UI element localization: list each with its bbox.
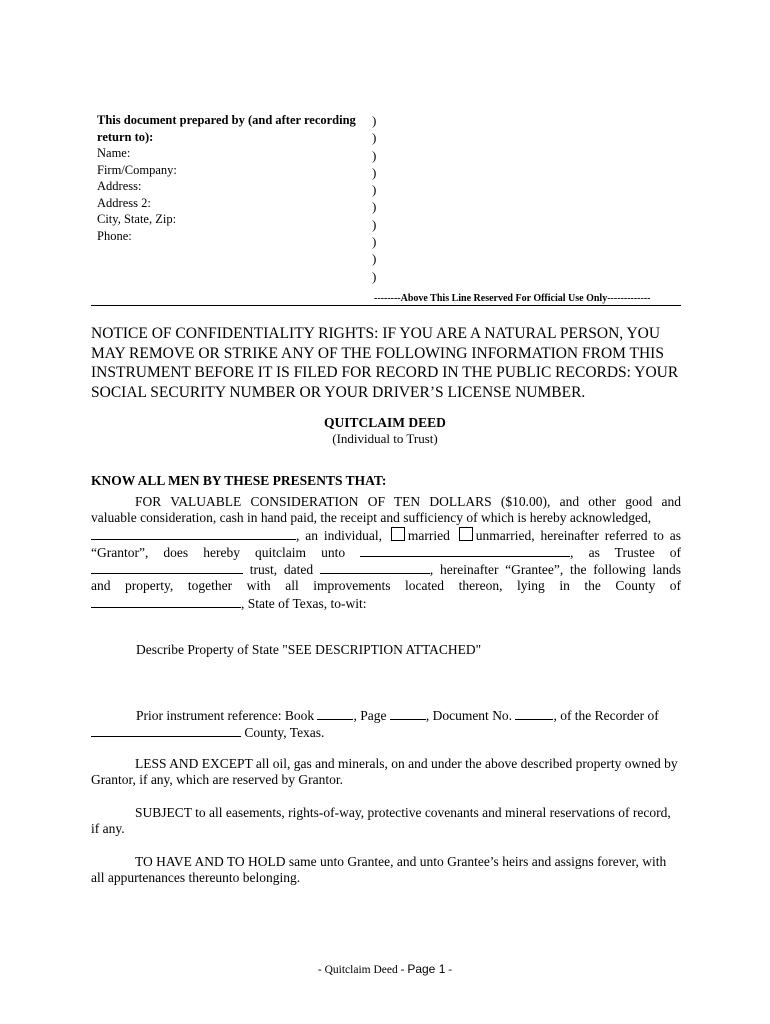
trustee-of-text: , as Trustee of <box>570 544 682 560</box>
document-title: QUITCLAIM DEED <box>324 415 446 430</box>
trust-name-blank[interactable] <box>91 561 243 574</box>
recorder-of-label: , of the Recorder of <box>553 708 659 723</box>
paren: ) <box>372 147 377 163</box>
document-no-blank[interactable] <box>515 707 553 720</box>
consideration-line-3 <box>91 527 681 544</box>
page-blank[interactable] <box>390 707 426 720</box>
consideration-line-2: valuable consideration, cash in hand paid, the receipt and sufficiency of which is hereby acknowledged, <box>91 510 652 526</box>
footer-dash: - <box>448 964 453 976</box>
paren: ) <box>372 268 377 284</box>
married-checkbox[interactable] <box>391 527 405 541</box>
bracket-column <box>372 112 376 285</box>
confidentiality-notice: NOTICE OF CONFIDENTIALITY RIGHTS: IF YOU ARE A NATURAL PERSON, YOU MAY REMOVE OR STRIKE ANY OF THE FOLLOWING INFORMATION FROM THIS INSTRUMENT BEFORE IT IS FILED FOR RECORD IN THE PUBLIC RECORDS: YOUR SOCIAL SECURITY NUMBER OR YOUR DRIVER’S LICENSE NUMBER. <box>91 325 679 401</box>
prior-instrument-line-1 <box>91 707 681 724</box>
prior-instrument-line-2 <box>91 724 681 741</box>
paren: ) <box>372 130 377 146</box>
prepared-by-heading-2: return to): <box>97 129 154 144</box>
document-subtitle: (Individual to Trust) <box>332 431 438 446</box>
paren: ) <box>372 199 377 215</box>
recorder-county-blank[interactable] <box>91 724 241 737</box>
name-field-label: Name: <box>97 146 131 160</box>
reserved-for-official-use: --------Above This Line Reserved For Official Use Only------------- <box>374 293 651 304</box>
address2-field-label: Address 2: <box>97 195 151 210</box>
paren: ) <box>372 164 377 180</box>
consideration-line-7 <box>91 595 681 612</box>
firm-field-label: Firm/Company: <box>97 162 177 177</box>
document-no-label: , Document No. <box>425 708 513 723</box>
county-blank[interactable] <box>91 595 241 608</box>
grantor-quitclaim-text: “Grantor”, does hereby quitclaim unto <box>91 544 346 560</box>
trust-date-blank[interactable] <box>320 561 430 574</box>
trust-dated-text: trust, dated <box>249 562 314 578</box>
know-all-heading: KNOW ALL MEN BY THESE PRESENTS THAT: <box>91 473 387 488</box>
consideration-line-6: and property, together with all improvements located thereon, lying in the County of <box>91 578 681 594</box>
footer-doc-name: - Quitclaim Deed - <box>317 964 405 976</box>
consideration-paragraph <box>91 494 681 612</box>
unmarried-label: unmarried, hereinafter referred to as <box>475 527 681 543</box>
book-blank[interactable] <box>317 707 353 720</box>
address-field-label: Address: <box>97 179 142 193</box>
page-footer <box>0 962 770 976</box>
prepared-by-block <box>97 112 356 244</box>
grantee-text: , hereinafter “Grantee”, the following lands <box>429 562 681 578</box>
property-description: Describe Property of State "SEE DESCRIPTION ATTACHED" <box>136 642 482 657</box>
paren: ) <box>372 216 377 232</box>
state-of-texas-text: , State of Texas, to-wit: <box>241 595 367 611</box>
prior-instrument-paragraph <box>91 707 681 742</box>
paren: ) <box>372 234 377 250</box>
phone-field-label: Phone: <box>97 228 132 243</box>
consideration-line-4 <box>91 544 681 561</box>
paren: ) <box>372 182 377 198</box>
unmarried-checkbox[interactable] <box>459 527 473 541</box>
prepared-by-heading-1: This document prepared by (and after recording <box>97 113 356 127</box>
trustee-name-blank[interactable] <box>360 544 570 557</box>
book-label: Prior instrument reference: Book <box>136 708 315 723</box>
county-texas-label: County, Texas. <box>244 725 325 741</box>
married-label: married <box>407 527 450 543</box>
consideration-line-5 <box>91 561 681 578</box>
page-label: , Page <box>353 708 387 723</box>
subject-to-paragraph: SUBJECT to all easements, rights-of-way, protective covenants and mineral reservations of record, if any. <box>91 805 671 837</box>
footer-page-number: Page 1 <box>407 962 446 976</box>
paren: ) <box>372 251 377 267</box>
grantor-name-blank[interactable] <box>91 527 296 540</box>
consideration-line-1: FOR VALUABLE CONSIDERATION OF TEN DOLLARS ($10.00), and other good and <box>135 494 681 509</box>
city-state-zip-field-label: City, State, Zip: <box>97 212 177 226</box>
paren: ) <box>372 113 377 128</box>
reserved-divider <box>91 305 681 306</box>
individual-label: , an individual, <box>296 527 382 543</box>
less-and-except-paragraph: LESS AND EXCEPT all oil, gas and minerals, on and under the above described property owned by Grantor, if any, which are reserved by Grantor. <box>91 756 678 788</box>
habendum-paragraph: TO HAVE AND TO HOLD same unto Grantee, and unto Grantee’s heirs and assigns forever, with all appurtenances thereunto belonging. <box>91 854 667 886</box>
